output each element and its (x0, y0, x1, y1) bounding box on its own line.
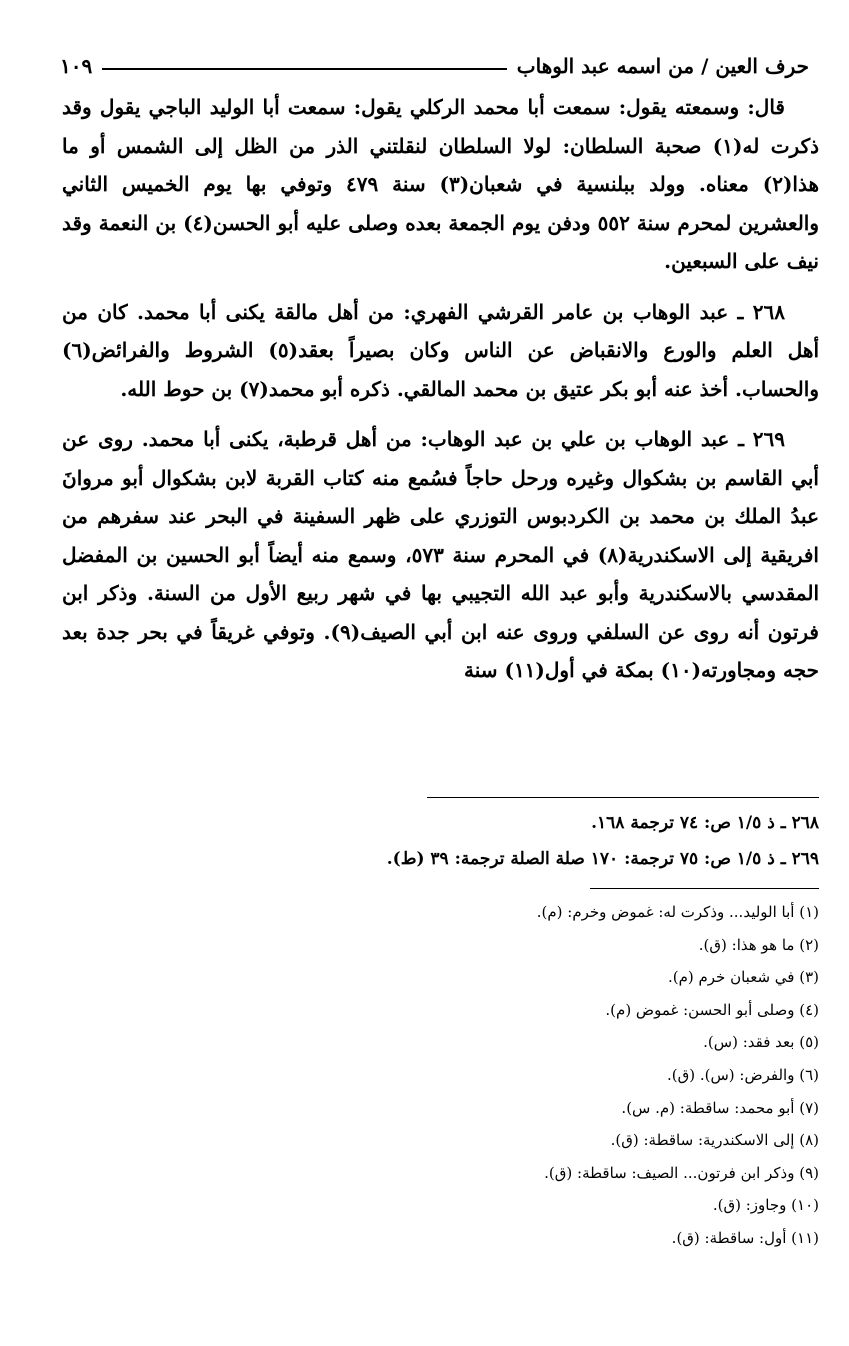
footnotes-list (62, 896, 819, 1255)
page-number: ١٠٩ (60, 54, 93, 78)
footnote: (١١) أول: ساقطة: (ق). (671, 1228, 819, 1247)
source-line: ٢٦٩ ـ ذ ١/٥ ص: ٧٥ ترجمة: ١٧٠ صلة الصلة ترجمة: ٣٩ (ط). (386, 849, 819, 869)
main-text (62, 88, 819, 690)
header-rule (102, 68, 507, 70)
footnote: (٥) بعد فقد: (س). (703, 1033, 819, 1052)
source-references (62, 805, 819, 877)
footnote: (٢) ما هو هذا: (ق). (698, 935, 819, 954)
page-header (60, 38, 809, 78)
footnote: (١٠) وجاوز: (ق). (712, 1196, 819, 1215)
source-line: ٢٦٨ ـ ذ ١/٥ ص: ٧٤ ترجمة ١٦٨. (591, 813, 819, 833)
footnote: (٤) وصلى أبو الحسن: غموض (م). (605, 1000, 819, 1019)
footnote: (٨) إلى الاسكندرية: ساقطة: (ق). (610, 1131, 819, 1150)
footnote: (٧) أبو محمد: ساقطة: (م. س). (621, 1098, 819, 1117)
sources-divider (427, 797, 819, 798)
entry-269: ٢٦٩ ـ عبد الوهاب بن علي بن عبد الوهاب: من أهل قرطبة، يكنى أبا محمد. روى عن أبي القاسم بن بشكوال وغيره ورحل حاجاً فسُمع منه كتاب القربة لابن بشكوال أبو مروانَ عبدُ الملك بن محمد بن الكردبوس التوزري على ظهر السفينة في البحر عند سفرهم من افريقية إلى الاسكندرية(٨) في المحرم سنة ٥٧٣، وسمع منه أيضاً أبو الحسين بن المفضل المقدسي بالاسكندرية وأبو عبد الله التجيبي بها في شهر ربيع الأول من السنة. وذكر ابن فرتون أنه روى عن السلفي وروى عنه ابن أبي الصيف(٩). وتوفي غريقاً في بحر جدة بعد حجه ومجاورته(١٠) بمكة في أول(١١) سنة (62, 427, 819, 682)
paragraph-continuation: قال: وسمعته يقول: سمعت أبا محمد الركلي يقول: سمعت أبا الوليد الباجي يقول وقد ذكرت له(١) صحبة السلطان: لولا السلطان لنقلتني الذر من الظل إلى الشمس أو ما هذا(٢) معناه. وولد ببلنسية في شعبان(٣) سنة ٤٧٩ وتوفي بها يوم الخميس الثاني والعشرين لمحرم سنة ٥٥٢ ودفن يوم الجمعة بعده وصلى عليه أبو الحسن(٤) بن النعمة وقد نيف على السبعين. (62, 95, 820, 273)
footnote: (٩) وذكر ابن فرتون... الصيف: ساقطة: (ق). (544, 1163, 819, 1182)
footnotes-divider (590, 888, 819, 889)
running-title: حرف العين / من اسمه عبد الوهاب (516, 54, 809, 78)
footnote: (١) أبا الوليد... وذكرت له: غموض وخرم: (م). (536, 903, 819, 921)
entry-268: ٢٦٨ ـ عبد الوهاب بن عامر القرشي الفهري: من أهل مالقة يكنى أبا محمد. كان من أهل العلم والورع والانقباض عن الناس وكان بصيراً بعقد(٥) الشروط والفرائض(٦) والحساب. أخذ عنه أبو بكر عتيق بن محمد المالقي. ذكره أبو محمد(٧) بن حوط الله. (62, 299, 819, 401)
footnote: (٦) والفرض: (س). (ق). (666, 1065, 819, 1084)
footnote: (٣) في شعبان خرم (م). (667, 968, 819, 987)
